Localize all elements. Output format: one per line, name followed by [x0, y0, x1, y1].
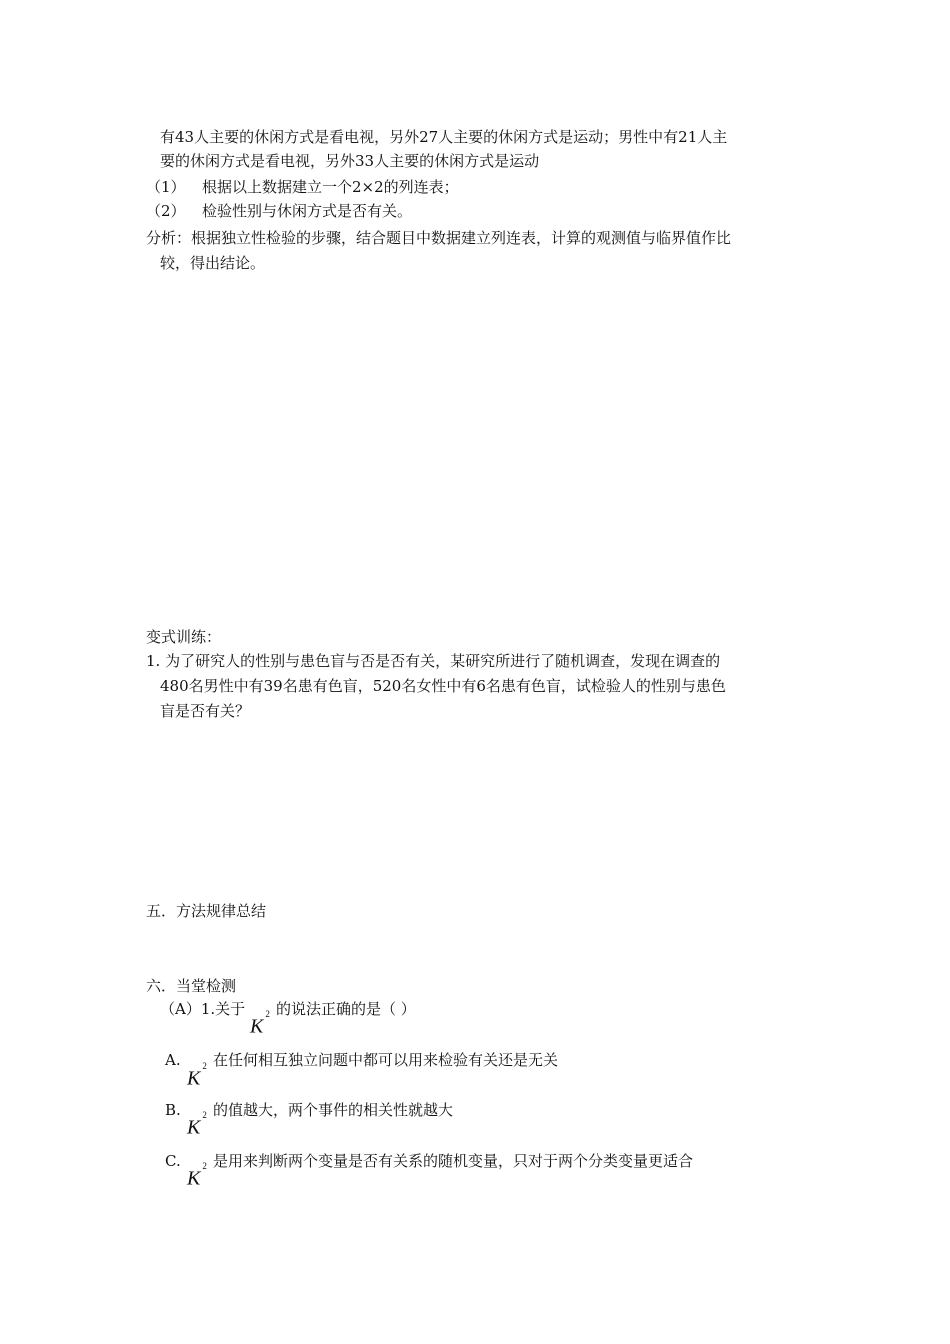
question-2-text: 检验性别与休闲方式是否有关。: [202, 202, 413, 220]
question-2-number: （2）: [146, 202, 186, 220]
k-squared-symbol: $K^2$: [187, 1061, 207, 1090]
k-squared-symbol: $K^2$: [187, 1161, 207, 1190]
question-1-text: 根据以上数据建立一个2×2的列连表；: [202, 178, 459, 196]
example-line-2: 要的休闲方式是看电视，另外33人主要的休闲方式是运动: [160, 152, 540, 170]
example-line-1: 有43人主要的休闲方式是看电视，另外27人主要的休闲方式是运动；男性中有21人主: [160, 128, 728, 146]
option-c-label: C.: [165, 1152, 181, 1170]
option-a-label: A.: [165, 1051, 181, 1069]
question-a1-prefix: （A）1.关于: [160, 1000, 246, 1018]
option-a-text: 在任何相互独立问题中都可以用来检验有关还是无关: [213, 1051, 559, 1069]
analysis-line-1: 分析：根据独立性检验的步骤，结合题目中数据建立列连表，计算的观测值与临界值作比: [146, 229, 732, 247]
variant-item-1-line-1: 1. 为了研究人的性别与患色盲与否是否有关，某研究所进行了随机调查，发现在调查的: [146, 652, 721, 670]
k-squared-symbol: $K^2$: [250, 1009, 270, 1038]
option-b-text: 的值越大，两个事件的相关性就越大: [213, 1101, 454, 1119]
question-a1-suffix: 的说法正确的是（ ）: [276, 1000, 416, 1018]
option-c-text: 是用来判断两个变量是否有关系的随机变量，只对于两个分类变量更适合: [213, 1152, 694, 1170]
analysis-line-2: 较，得出结论。: [160, 254, 266, 272]
variant-item-1-line-2: 480名男性中有39名患有色盲，520名女性中有6名患有色盲，试检验人的性别与患色: [160, 677, 726, 695]
section-5-heading: 五．方法规律总结: [146, 902, 267, 920]
variant-heading: 变式训练：: [146, 628, 222, 646]
question-1-number: （1）: [146, 178, 186, 196]
option-b-label: B.: [165, 1101, 181, 1119]
variant-item-1-line-3: 盲是否有关？: [160, 702, 251, 720]
section-6-heading: 六．当堂检测: [146, 977, 237, 995]
k-squared-symbol: $K^2$: [187, 1110, 207, 1139]
